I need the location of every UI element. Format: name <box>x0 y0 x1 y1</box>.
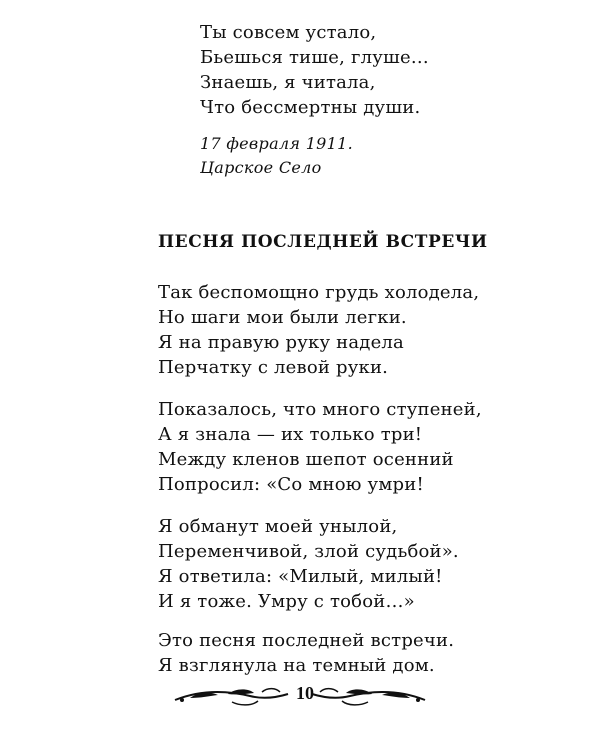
poem-line: А я знала — их только три! <box>158 424 423 445</box>
page-number: 10 <box>296 683 314 703</box>
poem-line: Я обманут моей унылой, <box>158 516 398 537</box>
poem-line: Перчатку с левой руки. <box>158 357 389 378</box>
poem-line: Попросил: «Со мною умри! <box>158 474 424 495</box>
poem-line: И я тоже. Умру с тобой…» <box>158 591 415 612</box>
poem-place: Царское Село <box>200 158 322 177</box>
poem-line: Я взглянула на темный дом. <box>158 655 435 676</box>
poem-line: Так беспомощно грудь холодела, <box>158 282 480 303</box>
poem-title: ПЕСНЯ ПОСЛЕДНЕЙ ВСТРЕЧИ <box>158 232 488 252</box>
poem-date: 17 февраля 1911. <box>200 134 354 153</box>
poem-line: Что бессмертны души. <box>200 97 421 118</box>
poem-line: Но шаги мои были легки. <box>158 307 407 328</box>
flourish-left-icon <box>175 689 288 705</box>
poem-line: Знаешь, я читала, <box>200 72 376 93</box>
poem-line: Я на правую руку надела <box>158 332 404 353</box>
poem-line: Между кленов шепот осенний <box>158 449 454 470</box>
poem-line: Переменчивой, злой судьбой». <box>158 541 459 562</box>
poem-line: Я ответила: «Милый, милый! <box>158 566 443 587</box>
flourish-right-icon <box>312 689 425 705</box>
poem-line: Это песня последней встречи. <box>158 630 455 651</box>
poem-line: Показалось, что много ступеней, <box>158 399 482 420</box>
poem-line: Бьешься тише, глуше… <box>200 47 429 68</box>
poem-line: Ты совсем устало, <box>200 22 377 43</box>
